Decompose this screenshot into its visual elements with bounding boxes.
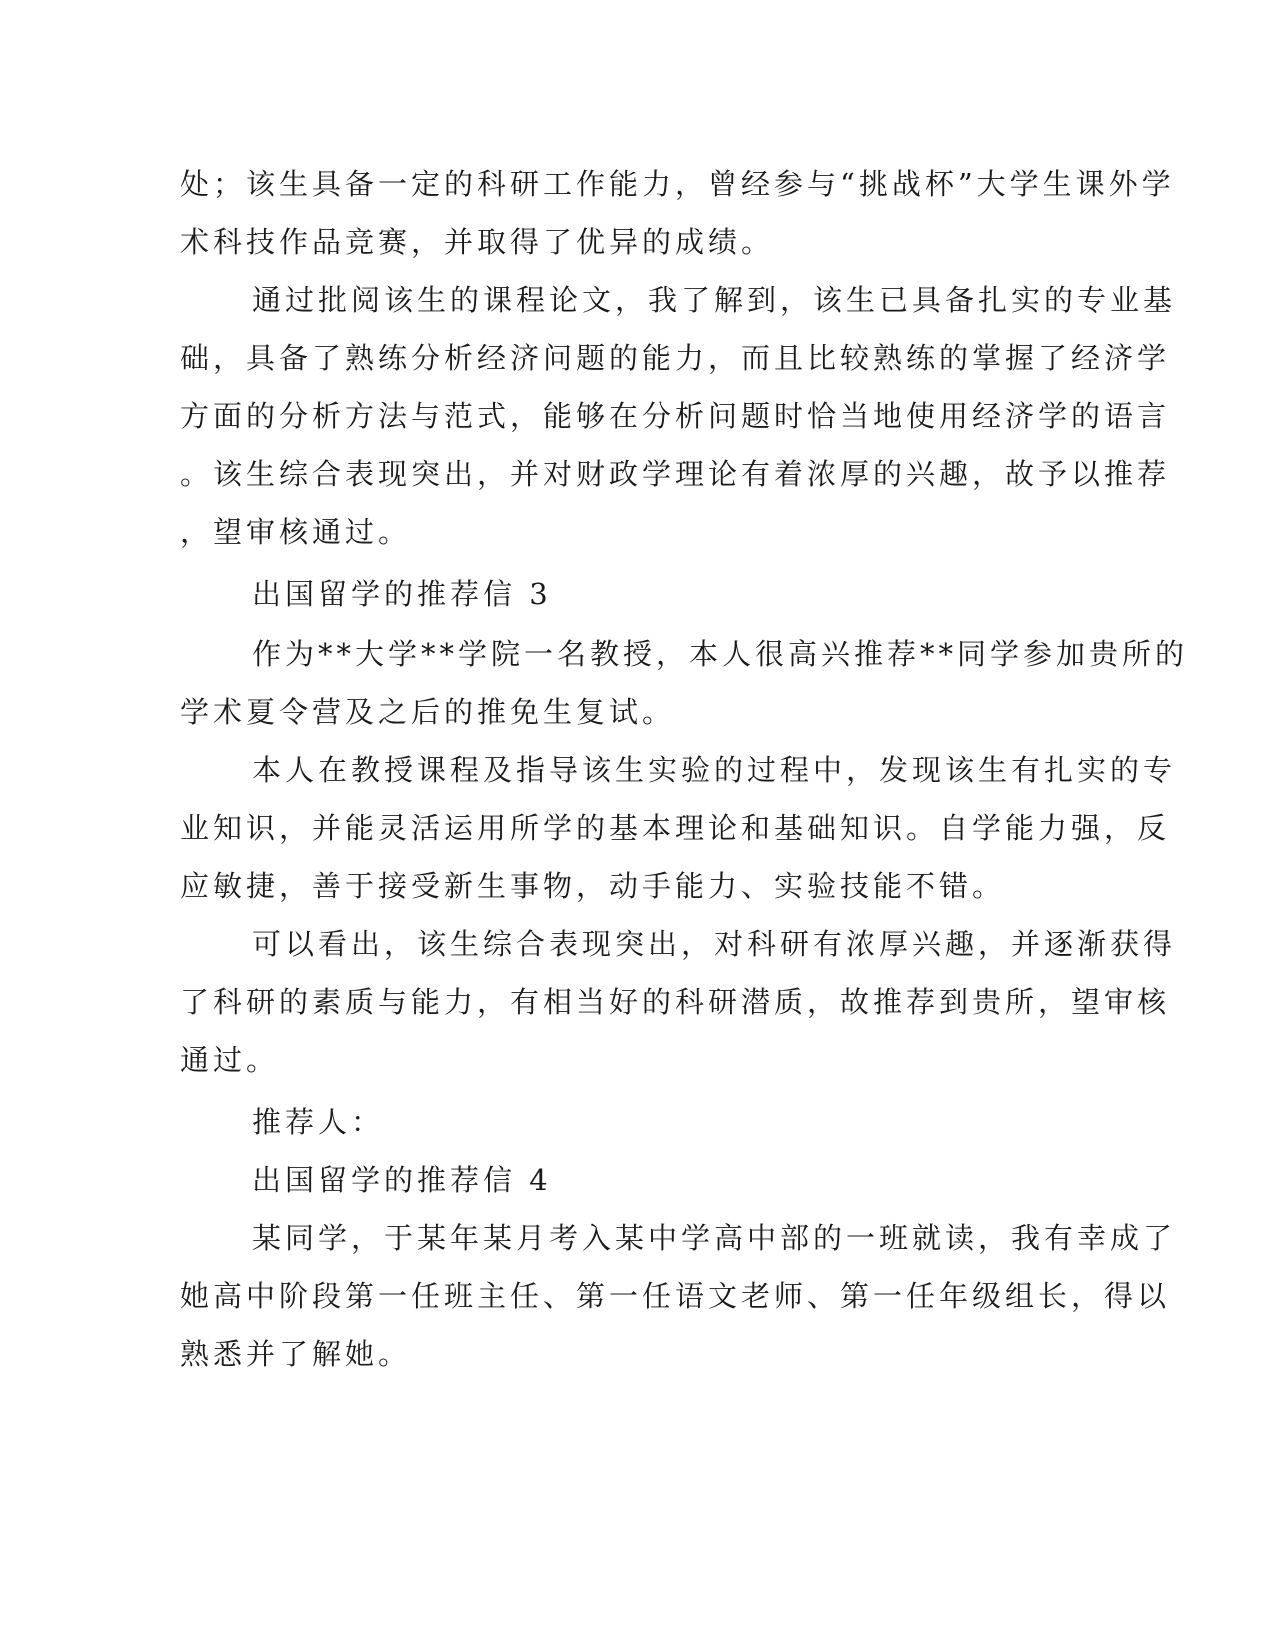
text-line: ，望审核通过。 bbox=[180, 515, 412, 549]
text-line: 学术夏令营及之后的推免生复试。 bbox=[180, 695, 676, 729]
text-line: 某同学，于某年某月考入某中学高中部的一班就读，我有幸成了 bbox=[252, 1221, 1177, 1255]
text-line: 可以看出，该生综合表现突出，对科研有浓厚兴趣，并逐渐获得 bbox=[252, 927, 1177, 961]
text-line: 。该生综合表现突出，并对财政学理论有着浓厚的兴趣，故予以推荐 bbox=[180, 457, 1171, 491]
text-line: 通过。 bbox=[180, 1043, 280, 1077]
text-line: 应敏捷，善于接受新生事物，动手能力、实验技能不错。 bbox=[180, 869, 1006, 903]
recommender-label: 推荐人： bbox=[252, 1105, 385, 1139]
text-line: 通过批阅该生的课程论文，我了解到，该生已具备扎实的专业基 bbox=[252, 283, 1177, 317]
section-heading: 出国留学的推荐信 3 bbox=[252, 577, 552, 611]
text-line: 本人在教授课程及指导该生实验的过程中，发现该生有扎实的专 bbox=[252, 753, 1177, 787]
text-line: 业知识，并能灵活运用所学的基本理论和基础知识。自学能力强，反 bbox=[180, 811, 1171, 845]
text-line: 处；该生具备一定的科研工作能力，曾经参与“挑战杯”大学生课外学 bbox=[180, 167, 1175, 201]
text-line: 术科技作品竞赛，并取得了优异的成绩。 bbox=[180, 225, 775, 259]
text-line: 了科研的素质与能力，有相当好的科研潜质，故推荐到贵所，望审核 bbox=[180, 985, 1171, 1019]
text-line: 作为**大学**学院一名教授，本人很高兴推荐**同学参加贵所的 bbox=[252, 637, 1189, 671]
text-line: 她高中阶段第一任班主任、第一任语文老师、第一任年级组长，得以 bbox=[180, 1279, 1171, 1313]
text-line: 础，具备了熟练分析经济问题的能力，而且比较熟练的掌握了经济学 bbox=[180, 341, 1171, 375]
text-line: 熟悉并了解她。 bbox=[180, 1337, 412, 1371]
text-line: 方面的分析方法与范式，能够在分析问题时恰当地使用经济学的语言 bbox=[180, 399, 1171, 433]
section-heading: 出国留学的推荐信 4 bbox=[252, 1163, 552, 1197]
